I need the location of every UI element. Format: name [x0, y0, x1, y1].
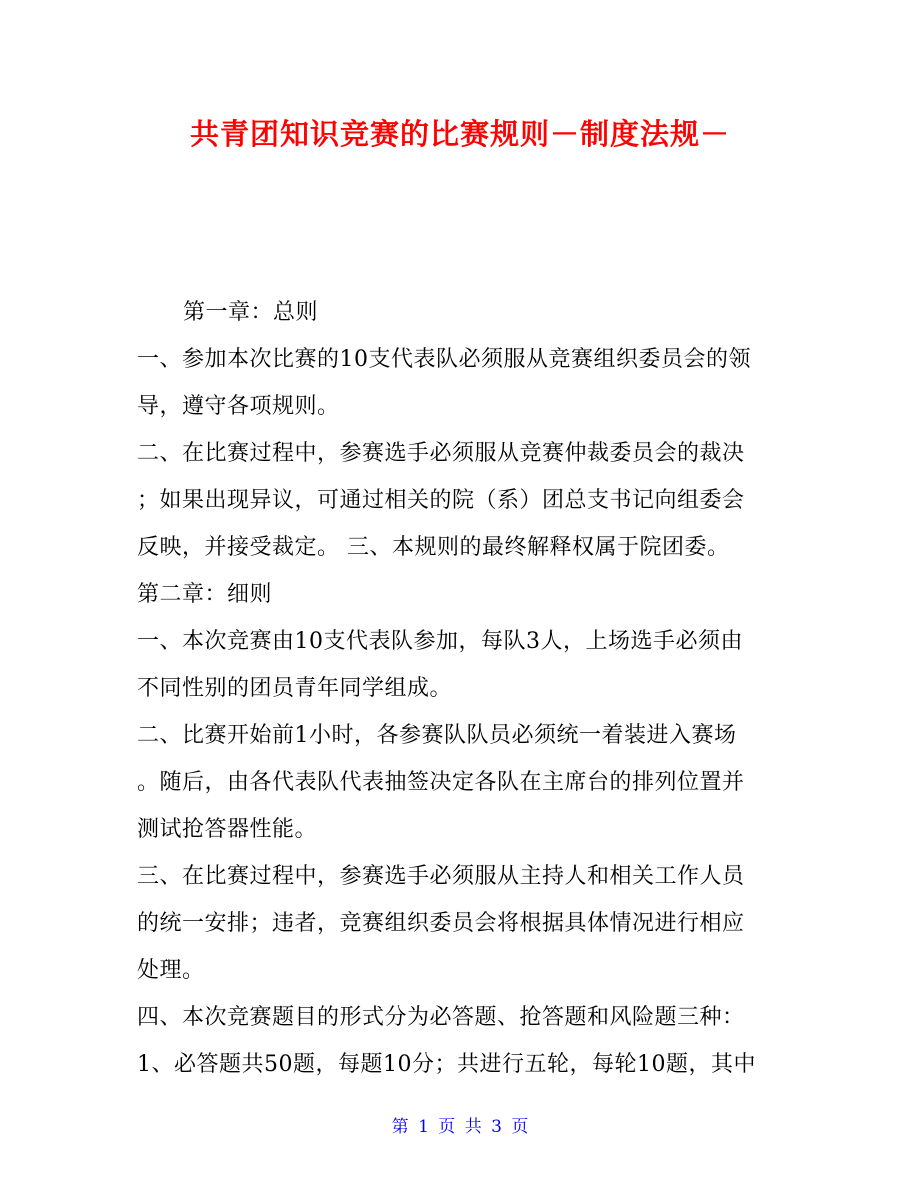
- paragraph-line: 处理。: [137, 958, 205, 983]
- paragraph-line: ；如果出现异议，可通过相关的院（系）团总支书记向组委会: [137, 488, 745, 513]
- paragraph-line: 四、本次竞赛题目的形式分为必答题、抢答题和风险题三种：: [137, 1005, 745, 1030]
- paragraph-line: 一、本次竞赛由10支代表队参加，每队3人，上场选手必须由: [137, 629, 743, 654]
- paragraph-line: 反映，并接受裁定。 三、本规则的最终解释权属于院团委。: [137, 535, 730, 560]
- paragraph-line: 二、比赛开始前1小时，各参赛队队员必须统一着装进入赛场: [137, 723, 737, 748]
- paragraph-line: 测试抢答器性能。: [137, 817, 318, 842]
- document-title: 共青团知识竞赛的比赛规则－制度法规－: [189, 117, 730, 151]
- chapter-heading-details: 第二章：细则: [137, 582, 273, 607]
- paragraph-line: 导，遵守各项规则。: [137, 394, 340, 419]
- paragraph-line: 1、必答题共50题，每题10分；共进行五轮，每轮10题，其中: [137, 1052, 756, 1077]
- page-footer: 第 1 页 共 3 页: [391, 1117, 529, 1137]
- paragraph-line: 不同性别的团员青年同学组成。: [137, 676, 453, 701]
- paragraph-line: 三、在比赛过程中，参赛选手必须服从主持人和相关工作人员: [137, 864, 745, 889]
- paragraph-line: 的统一安排；违者，竞赛组织委员会将根据具体情况进行相应: [137, 911, 745, 936]
- chapter-heading-general: 第一章：总则: [183, 300, 319, 325]
- paragraph-line: 一、参加本次比赛的10支代表队必须服从竞赛组织委员会的领: [137, 347, 751, 372]
- paragraph-line: 。随后，由各代表队代表抽签决定各队在主席台的排列位置并: [137, 770, 745, 795]
- paragraph-line: 二、在比赛过程中，参赛选手必须服从竞赛仲裁委员会的裁决: [137, 441, 745, 466]
